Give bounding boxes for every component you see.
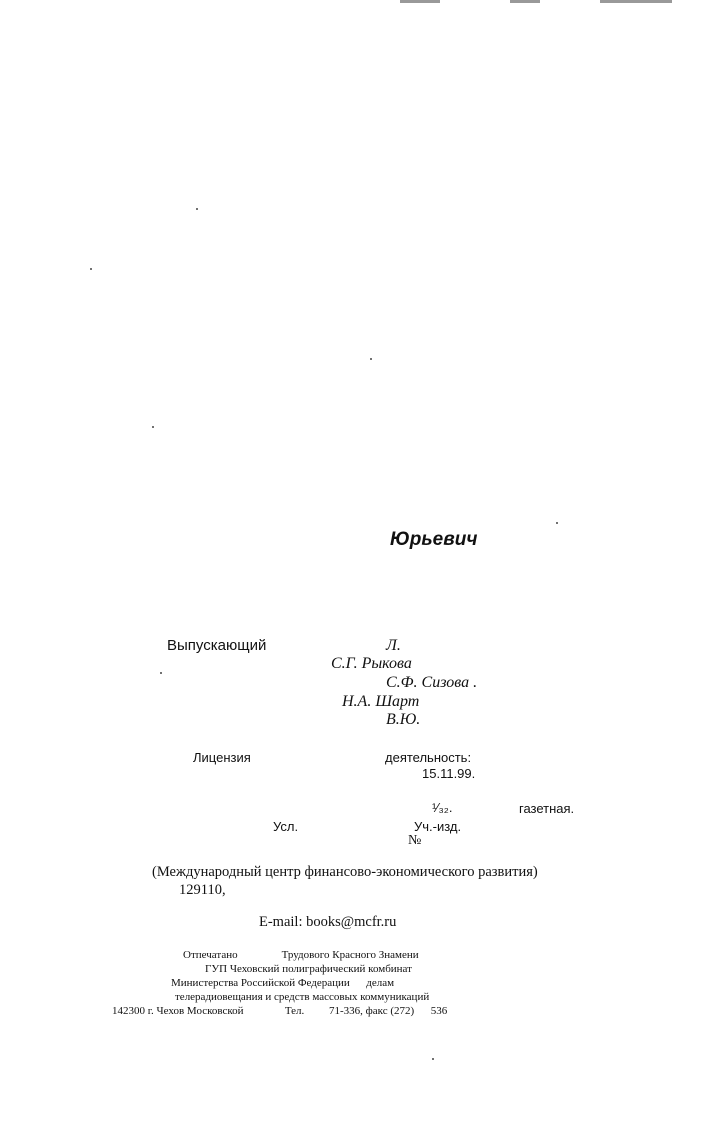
printer-line-5: 142300 г. Чехов Московской Тел. 71-336, факс (272) 536	[112, 1005, 448, 1017]
scan-mark	[400, 0, 440, 3]
scan-speck	[432, 1058, 434, 1060]
printer-line-1: Отпечатано Трудового Красного Знамени	[183, 949, 419, 961]
printer-line-2: ГУП Чеховский полиграфический комбинат	[205, 963, 412, 975]
license-date: 15.11.99.	[422, 766, 476, 781]
print-usl: Усл.	[273, 819, 299, 834]
scan-speck	[196, 208, 198, 210]
credit-initial-l: Л.	[386, 637, 401, 654]
print-paper: газетная.	[519, 801, 575, 816]
scan-mark	[600, 0, 672, 3]
scan-speck	[160, 672, 162, 674]
printer-line-3: Министерства Российской Федерации делам	[171, 977, 395, 989]
print-order-number: №	[408, 833, 422, 848]
publisher-postcode: 129110,	[179, 882, 226, 898]
publisher-email: E-mail: books@mcfr.ru	[259, 914, 397, 930]
scan-mark	[510, 0, 540, 3]
credit-sizova: С.Ф. Сизова .	[386, 674, 478, 691]
author-name: Юрьевич	[390, 529, 478, 550]
scan-speck	[152, 426, 154, 428]
credits-label: Выпускающий	[167, 637, 267, 654]
scan-speck	[556, 522, 558, 524]
publisher-name: (Международный центр финансово-экономического развития)	[152, 864, 538, 880]
scan-speck	[370, 358, 372, 360]
credit-shart: Н.А. Шарт	[342, 693, 420, 710]
license-label: Лицензия	[193, 750, 251, 765]
credit-vyu: В.Ю.	[386, 711, 421, 728]
print-uch-izd: Уч.-изд.	[414, 819, 462, 834]
credit-rykova: С.Г. Рыкова	[331, 655, 412, 672]
license-activity: деятельность:	[385, 750, 472, 765]
print-format-fraction: ¹⁄₃₂.	[432, 800, 453, 815]
scan-speck	[90, 268, 92, 270]
printer-line-4: телерадиовещания и средств массовых коммуникаций	[175, 991, 430, 1003]
